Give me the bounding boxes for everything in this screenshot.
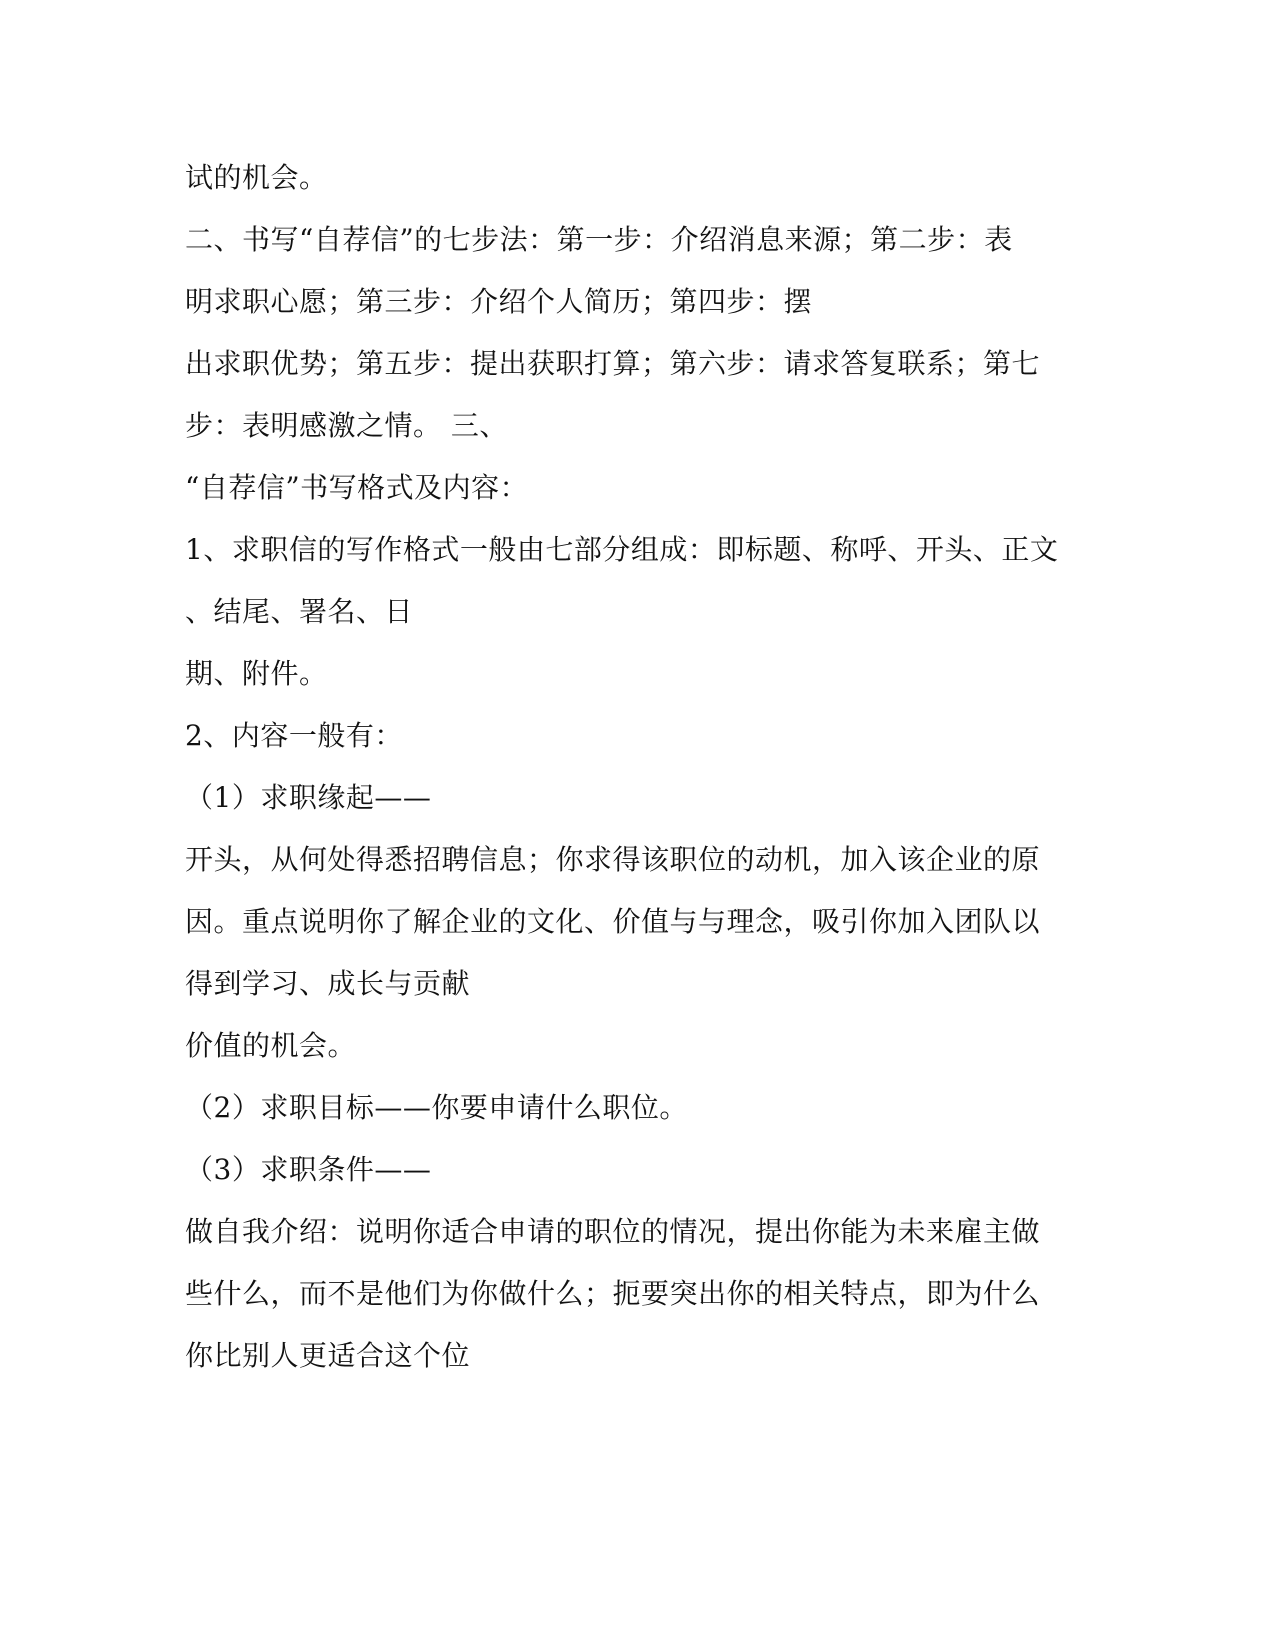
text-line: 做自我介绍：说明你适合申请的职位的情况，提出你能为未来雇主做 bbox=[185, 1215, 1041, 1248]
text-line: 2、内容一般有： bbox=[185, 719, 403, 752]
text-line: （2）求职目标——你要申请什么职位。 bbox=[185, 1091, 688, 1124]
text-line: 二、书写“自荐信”的七步法：第一步：介绍消息来源；第二步：表 bbox=[185, 223, 1013, 256]
text-line: 期、附件。 bbox=[185, 657, 328, 690]
text-line: 些什么，而不是他们为你做什么；扼要突出你的相关特点，即为什么 bbox=[185, 1277, 1041, 1310]
text-line: 步：表明感激之情。 三、 bbox=[185, 409, 508, 442]
text-line: 明求职心愿；第三步：介绍个人简历；第四步：摆 bbox=[185, 285, 813, 318]
text-line: 你比别人更适合这个位 bbox=[185, 1339, 471, 1372]
text-line: “自荐信”书写格式及内容： bbox=[185, 471, 529, 504]
text-line: 价值的机会。 bbox=[185, 1029, 357, 1062]
text-line: 出求职优势；第五步：提出获职打算；第六步：请求答复联系；第七 bbox=[185, 347, 1041, 380]
text-line: 得到学习、成长与贡献 bbox=[185, 967, 471, 1000]
text-line: （3）求职条件—— bbox=[185, 1153, 432, 1186]
text-line: 1、求职信的写作格式一般由七部分组成：即标题、称呼、开头、正文 bbox=[185, 533, 1059, 566]
text-line: 因。重点说明你了解企业的文化、价值与与理念，吸引你加入团队以 bbox=[185, 905, 1041, 938]
text-line: 开头，从何处得悉招聘信息；你求得该职位的动机，加入该企业的原 bbox=[185, 843, 1041, 876]
text-line: 、结尾、署名、日 bbox=[185, 595, 414, 628]
text-line: （1）求职缘起—— bbox=[185, 781, 432, 814]
text-line: 试的机会。 bbox=[185, 161, 328, 194]
